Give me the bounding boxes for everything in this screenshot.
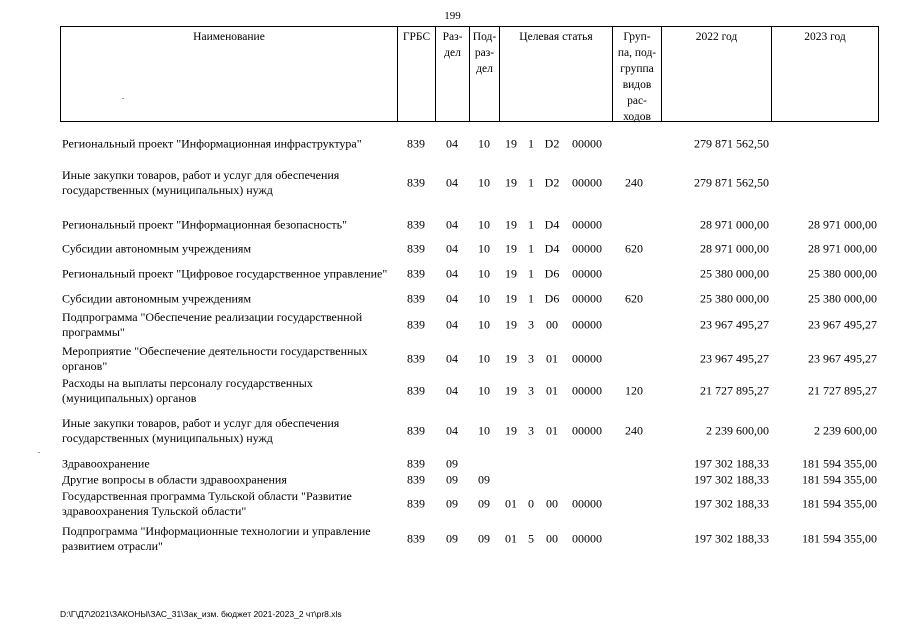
cell-p4: 00000 [572,241,602,256]
cell-p4: 00000 [572,291,602,306]
cell-grbs: 839 [407,423,425,438]
cell-y2022: 21 727 895,27 [700,383,769,398]
cell-grbs: 839 [407,291,425,306]
cell-p1: 19 [505,351,517,366]
cell-pod: 10 [478,291,490,306]
cell-razd: 04 [446,351,458,366]
cell-p3: D4 [544,241,560,256]
cell-name: Мероприятие "Обеспечение деятельности государственных органов" [62,344,368,373]
cell-p2: 1 [528,136,534,151]
page-number: 199 [444,10,461,22]
cell-y2022: 279 871 562,50 [694,175,769,190]
cell-name: Подпрограмма "Обеспечение реализации государственной программы" [62,310,363,339]
cell-p3: D6 [544,266,560,281]
cell-vid: 120 [625,383,643,398]
cell-name: Субсидии автономным учреждениям [62,291,252,306]
cell-pod: 10 [478,175,490,190]
cell-p2: 5 [528,531,534,546]
cell-pod: 10 [478,383,490,398]
cell-razd: 09 [446,531,458,546]
cell-razd: 04 [446,266,458,281]
cell-y2022: 23 967 495,27 [700,351,769,366]
cell-p3: D2 [544,136,560,151]
cell-y2022: 23 967 495,27 [700,317,769,332]
header-group: Груп- па, под- группа видов рас- ходов [612,27,661,121]
cell-grbs: 839 [407,531,425,546]
table-row [60,472,879,488]
header-name: Наименование [60,27,397,121]
cell-p4: 00000 [572,351,602,366]
cell-y2023: 28 971 000,00 [808,241,877,256]
cell-y2022: 28 971 000,00 [700,217,769,232]
cell-p1: 19 [505,291,517,306]
cell-p2: 1 [528,241,534,256]
cell-pod: 09 [478,531,490,546]
cell-razd: 04 [446,136,458,151]
table-row [60,456,879,472]
cell-y2023: 25 380 000,00 [808,291,877,306]
cell-y2023: 2 239 600,00 [814,423,877,438]
cell-grbs: 839 [407,317,425,332]
header-grbs: ГРБС [397,27,435,121]
cell-p1: 01 [505,496,517,511]
cell-y2023: 25 380 000,00 [808,266,877,281]
scan-dot [38,452,40,453]
cell-vid: 240 [625,423,643,438]
cell-y2023: 181 594 355,00 [802,496,877,511]
cell-y2023: 181 594 355,00 [802,472,877,487]
cell-p4: 00000 [572,423,602,438]
cell-grbs: 839 [407,136,425,151]
cell-p3: 01 [546,351,558,366]
cell-vid: 240 [625,175,643,190]
cell-name: Государственная программа Тульской области "Развитие здравоохранения Тульской области" [62,489,352,518]
table-row [60,240,879,258]
cell-grbs: 839 [407,456,425,471]
cell-p3: 00 [546,496,558,511]
cell-razd: 04 [446,175,458,190]
cell-p2: 3 [528,351,534,366]
cell-p1: 19 [505,423,517,438]
cell-p2: 3 [528,317,534,332]
cell-p4: 00000 [572,136,602,151]
header-razdel: Раз- дел [435,27,469,121]
cell-razd: 09 [446,472,458,487]
cell-y2023: 28 971 000,00 [808,217,877,232]
cell-name: Иные закупки товаров, работ и услуг для обеспечения государственных (муниципальных) нужд [62,416,340,445]
cell-pod: 09 [478,472,490,487]
cell-grbs: 839 [407,383,425,398]
cell-p1: 19 [505,383,517,398]
cell-y2023: 181 594 355,00 [802,456,877,471]
cell-p1: 19 [505,175,517,190]
cell-razd: 09 [446,496,458,511]
cell-p3: D2 [544,175,560,190]
cell-p2: 1 [528,217,534,232]
cell-name: Субсидии автономным учреждениям [62,241,252,256]
cell-p1: 19 [505,317,517,332]
cell-name: Расходы на выплаты персоналу государственных (муниципальных) органов [62,376,313,405]
table-row [60,290,879,308]
cell-y2023: 23 967 495,27 [808,317,877,332]
cell-p3: D6 [544,291,560,306]
table-row [60,488,879,520]
cell-p4: 00000 [572,317,602,332]
cell-p2: 1 [528,291,534,306]
cell-p2: 1 [528,175,534,190]
cell-grbs: 839 [407,217,425,232]
cell-p3: 01 [546,423,558,438]
cell-name: Здравоохранение [62,456,150,471]
cell-y2023: 23 967 495,27 [808,351,877,366]
table-row [60,308,879,342]
cell-p4: 00000 [572,266,602,281]
cell-vid: 620 [625,241,643,256]
cell-p1: 19 [505,136,517,151]
table-row [60,374,879,408]
cell-razd: 04 [446,383,458,398]
header-2023: 2023 год [771,27,879,121]
cell-razd: 04 [446,241,458,256]
cell-p3: 01 [546,383,558,398]
scan-dot [122,98,124,99]
cell-y2022: 25 380 000,00 [700,291,769,306]
cell-y2022: 197 302 188,33 [694,496,769,511]
table-row [60,134,879,154]
table-row [60,166,879,200]
cell-p1: 01 [505,531,517,546]
cell-name: Подпрограмма "Информационные технологии и управление развитием отрасли" [62,524,371,553]
cell-grbs: 839 [407,266,425,281]
cell-name: Региональный проект "Цифровое государственное управление" [62,266,388,281]
table-row [60,214,879,236]
header-podrazdel: Под- раз- дел [469,27,499,121]
cell-pod: 09 [478,496,490,511]
cell-p4: 00000 [572,175,602,190]
cell-name: Иные закупки товаров, работ и услуг для обеспечения государственных (муниципальных) нужд [62,168,340,197]
cell-p4: 00000 [572,383,602,398]
cell-p2: 3 [528,423,534,438]
cell-pod: 10 [478,241,490,256]
cell-y2023: 21 727 895,27 [808,383,877,398]
cell-razd: 09 [446,456,458,471]
table-row [60,522,879,556]
cell-grbs: 839 [407,472,425,487]
cell-pod: 10 [478,351,490,366]
cell-p3: 00 [546,531,558,546]
cell-y2023: 181 594 355,00 [802,531,877,546]
cell-pod: 10 [478,317,490,332]
cell-y2022: 25 380 000,00 [700,266,769,281]
cell-razd: 04 [446,291,458,306]
cell-y2022: 28 971 000,00 [700,241,769,256]
cell-p3: D4 [544,217,560,232]
cell-razd: 04 [446,217,458,232]
cell-y2022: 197 302 188,33 [694,456,769,471]
cell-p2: 3 [528,383,534,398]
cell-razd: 04 [446,317,458,332]
table-row [60,258,879,290]
cell-pod: 10 [478,136,490,151]
cell-grbs: 839 [407,175,425,190]
cell-p2: 1 [528,266,534,281]
cell-name: Региональный проект "Информационная инфраструктура" [62,136,362,151]
cell-p1: 19 [505,266,517,281]
cell-vid: 620 [625,291,643,306]
cell-pod: 10 [478,217,490,232]
header-2022: 2022 год [661,27,771,121]
table-row [60,342,879,376]
cell-name: Другие вопросы в области здравоохранения [62,472,287,487]
cell-y2022: 2 239 600,00 [706,423,769,438]
cell-y2022: 197 302 188,33 [694,472,769,487]
cell-p2: 0 [528,496,534,511]
cell-y2022: 279 871 562,50 [694,136,769,151]
cell-razd: 04 [446,423,458,438]
cell-p4: 00000 [572,496,602,511]
cell-p3: 00 [546,317,558,332]
cell-grbs: 839 [407,241,425,256]
cell-name: Региональный проект "Информационная безопасность" [62,217,347,232]
cell-p1: 19 [505,217,517,232]
cell-p4: 00000 [572,531,602,546]
cell-p4: 00000 [572,217,602,232]
cell-pod: 10 [478,423,490,438]
cell-pod: 10 [478,266,490,281]
cell-y2022: 197 302 188,33 [694,531,769,546]
cell-grbs: 839 [407,496,425,511]
header-target: Целевая статья [499,27,612,121]
file-path-footer: D:\Г\Д7\2021\ЗАКОНЫ\ЗАС_31\Зак_изм. бюджет 2021-2023_2 чт\pr8.xls [60,609,342,619]
cell-grbs: 839 [407,351,425,366]
table-row [60,414,879,448]
cell-p1: 19 [505,241,517,256]
